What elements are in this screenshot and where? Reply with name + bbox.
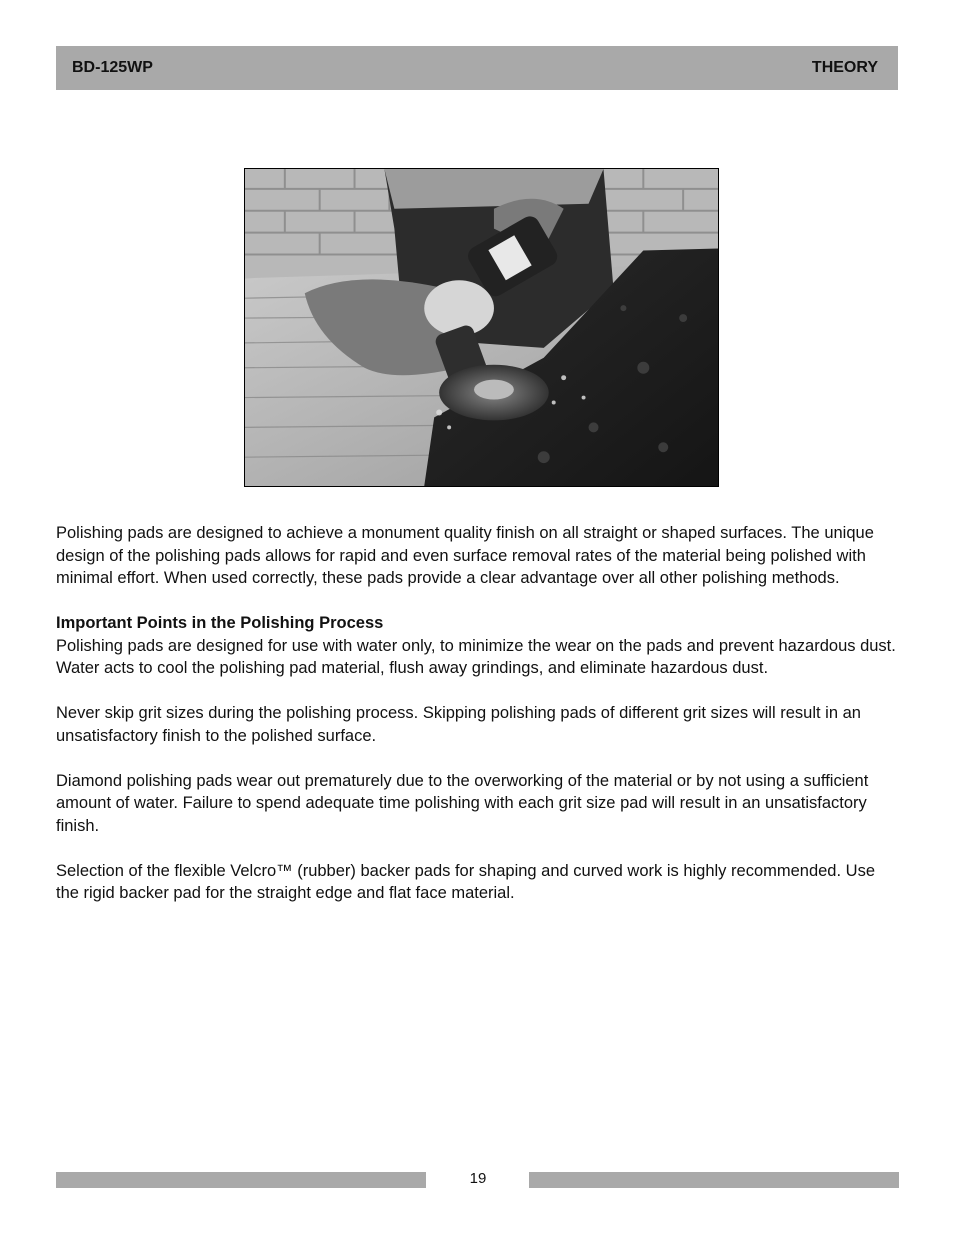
footer-bar-right	[529, 1172, 899, 1188]
paragraph-grit-sizes: Never skip grit sizes during the polishing process. Skipping polishing pads of different grit sizes will result in an unsatisfactory finish to the polished surface.	[56, 704, 861, 745]
body-text	[56, 522, 898, 905]
polisher-photo	[244, 168, 719, 487]
page-header	[56, 46, 898, 90]
page-number: 19	[469, 1170, 487, 1187]
paragraph-water: Polishing pads are designed for use with water only, to minimize the wear on the pads and prevent hazardous dust. Water acts to cool the polishing pad material, flush away grindings, and eliminate hazardous dust.	[56, 636, 896, 677]
section-label: THEORY	[811, 59, 878, 76]
footer-bar-left	[56, 1172, 426, 1188]
section-heading: Important Points in the Polishing Process	[56, 614, 384, 632]
paragraph-pad-wear: Diamond polishing pads wear out prematurely due to the overworking of the material or by not using a sufficient amount of water. Failure to spend adequate time polishing with each grit size pad will result in an unsatisfactory finish.	[56, 771, 869, 835]
paragraph-backer-pads: Selection of the flexible Velcro™ (rubber) backer pads for shaping and curved work is highly recommended. Use the rigid backer pad for the straight edge and flat face material.	[56, 861, 875, 902]
photo-illustration	[245, 169, 718, 486]
intro-paragraph: Polishing pads are designed to achieve a monument quality finish on all straight or shaped surfaces. The unique design of the polishing pads allows for rapid and even surface removal rates of the material being polished with minimal effort. When used correctly, these pads provide a clear advantage over all other polishing methods.	[56, 524, 874, 587]
model-label: BD-125WP	[72, 59, 153, 76]
